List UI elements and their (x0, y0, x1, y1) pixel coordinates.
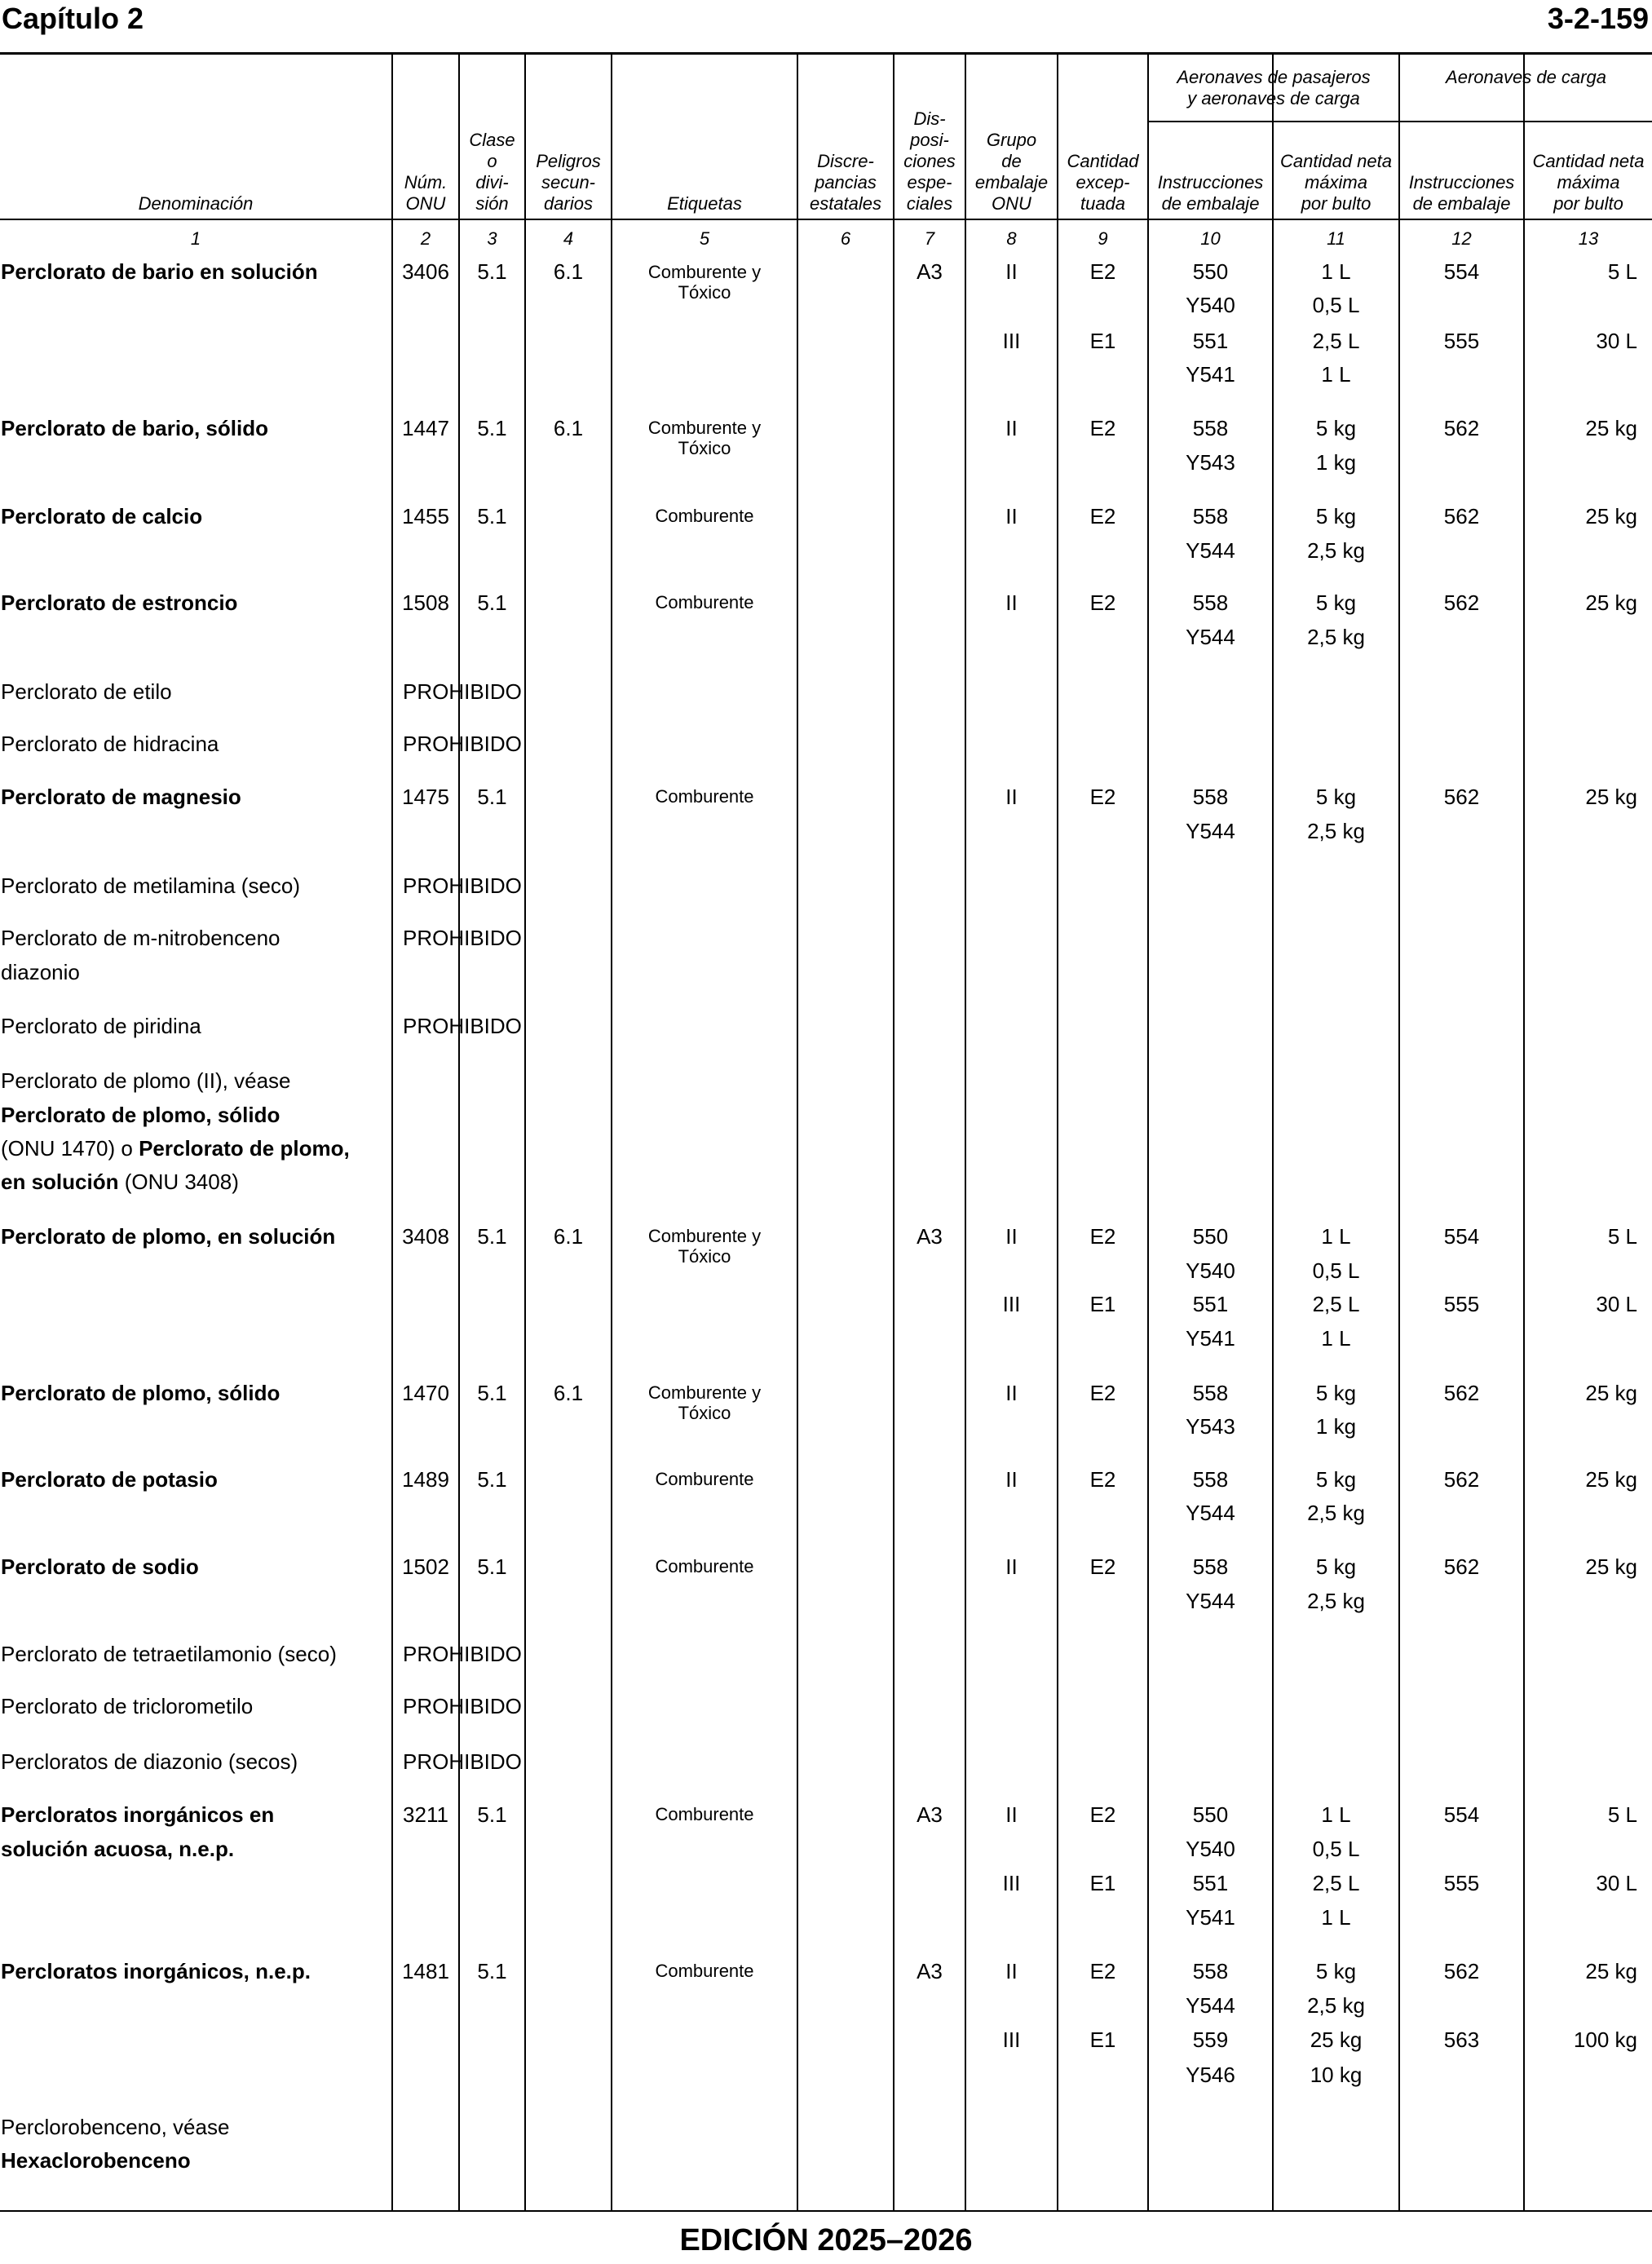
col-num-7: 7 (924, 228, 935, 249)
cargo-max-quantity: 5 L (1607, 259, 1637, 284)
excepted-quantity: E2 (1089, 590, 1116, 615)
excepted-quantity: E2 (1089, 259, 1116, 284)
cargo-packing-instruction: 554 (1443, 1224, 1480, 1249)
packing-instruction: 551 (1192, 1871, 1229, 1895)
cargo-max-quantity: 25 kg (1585, 1467, 1637, 1492)
reference-link-text: Hexaclorobenceno (1, 2148, 191, 2173)
max-net-quantity: 2,5 kg (1307, 538, 1365, 563)
max-net-quantity: 5 kg (1315, 416, 1357, 440)
excepted-quantity: E2 (1089, 1802, 1116, 1827)
entry-name: Perclorato de hidracina (1, 732, 219, 756)
max-net-quantity: 2,5 L (1312, 1292, 1360, 1316)
subsidiary-hazard: 6.1 (553, 1224, 584, 1249)
prohibited-status: PROHIBIDO (403, 679, 522, 704)
hazard-labels: Comburente (655, 1469, 754, 1489)
entry-name: Percloratos inorgánicos en (1, 1802, 275, 1827)
packing-group: III (1002, 1292, 1021, 1316)
col-num-12: 12 (1451, 228, 1472, 249)
max-net-quantity: 5 kg (1315, 1381, 1357, 1405)
packing-instruction: Y540 (1186, 1837, 1235, 1861)
entry-name: Perclorato de triclorometilo (1, 1694, 254, 1718)
max-net-quantity: 5 kg (1315, 1467, 1357, 1492)
max-net-quantity: 5 kg (1315, 785, 1357, 809)
packing-instruction: 558 (1192, 785, 1229, 809)
max-net-quantity: 2,5 kg (1307, 1589, 1365, 1613)
page-number: 3-2-159 (1547, 2, 1649, 35)
class-division: 5.1 (477, 1381, 507, 1405)
cargo-max-quantity: 30 L (1596, 329, 1637, 353)
col-num-1: 1 (190, 228, 201, 249)
packing-group: III (1002, 1871, 1021, 1895)
entry-name: Perclorato de calcio (1, 504, 203, 528)
special-provisions: A3 (917, 1802, 943, 1827)
un-number: 1508 (402, 590, 449, 615)
special-provisions: A3 (917, 1959, 943, 1983)
un-number: 1447 (402, 416, 449, 440)
special-provisions: A3 (917, 1224, 943, 1249)
packing-group: II (1005, 416, 1018, 440)
header-cantidad-carga: Cantidad neta máxima por bulto (1532, 151, 1645, 214)
header-etiquetas: Etiquetas (667, 193, 742, 214)
packing-instruction: Y546 (1186, 2063, 1235, 2087)
reference-text: Perclorobenceno, véase (1, 2115, 230, 2139)
excepted-quantity: E2 (1089, 1554, 1116, 1579)
entry-name: Perclorato de bario, sólido (1, 416, 268, 440)
packing-instruction: Y541 (1186, 1905, 1235, 1930)
packing-instruction: 550 (1192, 259, 1229, 284)
class-division: 5.1 (477, 590, 507, 615)
excepted-quantity: E1 (1089, 1292, 1116, 1316)
cargo-packing-instruction: 562 (1443, 1554, 1480, 1579)
entry-name-continued: diazonio (1, 960, 80, 984)
packing-instruction: Y544 (1186, 1501, 1235, 1525)
cargo-packing-instruction: 562 (1443, 1381, 1480, 1405)
header-clase: Clase o divi- sión (469, 130, 515, 214)
max-net-quantity: 10 kg (1310, 2063, 1363, 2087)
packing-instruction: 551 (1192, 329, 1229, 353)
packing-instruction: Y541 (1186, 1326, 1235, 1351)
prohibited-status: PROHIBIDO (403, 873, 522, 898)
packing-instruction: Y543 (1186, 1414, 1235, 1439)
col-num-8: 8 (1006, 228, 1017, 249)
header-cantidad-pax: Cantidad neta máxima por bulto (1280, 151, 1392, 214)
max-net-quantity: 5 kg (1315, 590, 1357, 615)
packing-group: III (1002, 329, 1021, 353)
cargo-max-quantity: 30 L (1596, 1871, 1637, 1895)
cargo-packing-instruction: 555 (1443, 1871, 1480, 1895)
hazard-labels: Comburente y Tóxico (647, 1226, 762, 1267)
max-net-quantity: 1 L (1321, 1802, 1351, 1827)
class-division: 5.1 (477, 259, 507, 284)
reference-text: Perclorato de plomo (II), véase (1, 1068, 291, 1093)
class-division: 5.1 (477, 1959, 507, 1983)
cargo-packing-instruction: 562 (1443, 1467, 1480, 1492)
hazard-labels: Comburente y Tóxico (647, 418, 762, 458)
max-net-quantity: 2,5 kg (1307, 819, 1365, 843)
subsidiary-hazard: 6.1 (553, 1381, 584, 1405)
col-num-6: 6 (840, 228, 851, 249)
header-instrucciones-carga: Instrucciones de embalaje (1408, 172, 1515, 214)
class-division: 5.1 (477, 1802, 507, 1827)
footer-rule (0, 2210, 1652, 2212)
max-net-quantity: 2,5 kg (1307, 625, 1365, 649)
hazard-labels: Comburente (655, 592, 754, 612)
cargo-max-quantity: 25 kg (1585, 785, 1637, 809)
class-division: 5.1 (477, 504, 507, 528)
reference-link-text: Perclorato de plomo, sólido (1, 1103, 280, 1127)
prohibited-status: PROHIBIDO (403, 1014, 522, 1038)
max-net-quantity: 2,5 L (1312, 1871, 1360, 1895)
max-net-quantity: 5 kg (1315, 1959, 1357, 1983)
class-division: 5.1 (477, 785, 507, 809)
excepted-quantity: E2 (1089, 416, 1116, 440)
hazard-labels: Comburente y Tóxico (647, 262, 762, 303)
max-net-quantity: 1 L (1321, 362, 1351, 387)
class-division: 5.1 (477, 1224, 507, 1249)
col-num-4: 4 (563, 228, 574, 249)
cargo-packing-instruction: 562 (1443, 590, 1480, 615)
entry-name-continued: solución acuosa, n.e.p. (1, 1837, 235, 1861)
excepted-quantity: E2 (1089, 1224, 1116, 1249)
packing-instruction: 550 (1192, 1224, 1229, 1249)
header-instrucciones-pax: Instrucciones de embalaje (1157, 172, 1264, 214)
header-group-pasajeros: Aeronaves de pasajeros y aeronaves de carga (1177, 67, 1371, 108)
hazard-labels: Comburente (655, 786, 754, 807)
prohibited-status: PROHIBIDO (403, 926, 522, 950)
max-net-quantity: 2,5 L (1312, 329, 1360, 353)
special-provisions: A3 (917, 259, 943, 284)
packing-instruction: 558 (1192, 590, 1229, 615)
excepted-quantity: E2 (1089, 785, 1116, 809)
packing-group: II (1005, 1467, 1018, 1492)
prohibited-status: PROHIBIDO (403, 1694, 522, 1718)
header-disposiciones: Dis- posi- ciones espe- ciales (903, 108, 956, 214)
excepted-quantity: E2 (1089, 1959, 1116, 1983)
chapter-title: Capítulo 2 (2, 2, 144, 35)
cargo-max-quantity: 25 kg (1585, 416, 1637, 440)
cargo-packing-instruction: 562 (1443, 785, 1480, 809)
packing-instruction: 558 (1192, 1959, 1229, 1983)
subsidiary-hazard: 6.1 (553, 259, 584, 284)
header-num-onu: Núm. ONU (404, 172, 448, 214)
cargo-packing-instruction: 554 (1443, 1802, 1480, 1827)
un-number: 3211 (403, 1802, 448, 1827)
entry-name: Perclorato de metilamina (seco) (1, 873, 301, 898)
packing-instruction: 558 (1192, 1467, 1229, 1492)
entry-name: Perclorato de plomo, en solución (1, 1224, 336, 1249)
max-net-quantity: 2,5 kg (1307, 1501, 1365, 1525)
cargo-packing-instruction: 562 (1443, 416, 1480, 440)
cargo-max-quantity: 25 kg (1585, 1554, 1637, 1579)
prohibited-status: PROHIBIDO (403, 1749, 522, 1774)
un-number: 1475 (402, 785, 449, 809)
entry-name: Perclorato de magnesio (1, 785, 241, 809)
un-number: 1489 (402, 1467, 449, 1492)
col-num-5: 5 (699, 228, 710, 249)
packing-instruction: Y544 (1186, 1993, 1235, 2018)
header-denominacion: Denominación (138, 193, 254, 214)
col-num-2: 2 (420, 228, 431, 249)
edition-footer: EDICIÓN 2025–2026 (679, 2223, 973, 2257)
packing-group: II (1005, 1381, 1018, 1405)
cargo-max-quantity: 5 L (1607, 1224, 1637, 1249)
entry-name: Perclorato de potasio (1, 1467, 218, 1492)
excepted-quantity: E1 (1089, 1871, 1116, 1895)
un-number: 3408 (402, 1224, 449, 1249)
packing-instruction: 558 (1192, 416, 1229, 440)
excepted-quantity: E1 (1089, 2027, 1116, 2052)
prohibited-status: PROHIBIDO (403, 732, 522, 756)
packing-group: II (1005, 504, 1018, 528)
col-num-9: 9 (1098, 228, 1108, 249)
packing-instruction: 559 (1192, 2027, 1229, 2052)
entry-name: Perclorato de sodio (1, 1554, 199, 1579)
cargo-max-quantity: 30 L (1596, 1292, 1637, 1316)
class-division: 5.1 (477, 416, 507, 440)
packing-instruction: Y544 (1186, 625, 1235, 649)
cargo-max-quantity: 25 kg (1585, 1959, 1637, 1983)
cargo-packing-instruction: 555 (1443, 1292, 1480, 1316)
header-grupo: Grupo de embalaje ONU (974, 130, 1049, 214)
packing-instruction: Y540 (1186, 1258, 1235, 1283)
cargo-packing-instruction: 563 (1443, 2027, 1480, 2052)
un-number: 1455 (402, 504, 449, 528)
packing-instruction: Y544 (1186, 819, 1235, 843)
max-net-quantity: 0,5 L (1312, 293, 1360, 317)
un-number: 1470 (402, 1381, 449, 1405)
entry-name: Perclorato de bario en solución (1, 259, 318, 284)
packing-instruction: Y543 (1186, 450, 1235, 475)
packing-group: II (1005, 1224, 1018, 1249)
max-net-quantity: 5 kg (1315, 504, 1357, 528)
excepted-quantity: E2 (1089, 1467, 1116, 1492)
max-net-quantity: 0,5 L (1312, 1837, 1360, 1861)
packing-instruction: 550 (1192, 1802, 1229, 1827)
entry-name: Perclorato de estroncio (1, 590, 238, 615)
class-division: 5.1 (477, 1467, 507, 1492)
header-peligros: Peligros secun- darios (536, 151, 601, 214)
cargo-packing-instruction: 554 (1443, 259, 1480, 284)
cargo-max-quantity: 25 kg (1585, 1381, 1637, 1405)
max-net-quantity: 1 kg (1315, 1414, 1357, 1439)
header-rule (0, 52, 1652, 55)
packing-instruction: Y544 (1186, 1589, 1235, 1613)
subsidiary-hazard: 6.1 (553, 416, 584, 440)
hazard-labels: Comburente (655, 1961, 754, 1981)
max-net-quantity: 1 L (1321, 259, 1351, 284)
reference-line: en solución (ONU 3408) (1, 1170, 239, 1194)
cargo-packing-instruction: 555 (1443, 329, 1480, 353)
packing-group: II (1005, 590, 1018, 615)
packing-instruction: Y541 (1186, 362, 1235, 387)
entry-name: Perclorato de plomo, sólido (1, 1381, 280, 1405)
entry-name: Perclorato de tetraetilamonio (seco) (1, 1642, 337, 1666)
entry-name: Perclorato de piridina (1, 1014, 201, 1038)
excepted-quantity: E2 (1089, 1381, 1116, 1405)
un-number: 3406 (402, 259, 449, 284)
cargo-max-quantity: 25 kg (1585, 590, 1637, 615)
cargo-max-quantity: 5 L (1607, 1802, 1637, 1827)
max-net-quantity: 2,5 kg (1307, 1993, 1365, 2018)
packing-instruction: 558 (1192, 1554, 1229, 1579)
max-net-quantity: 1 L (1321, 1905, 1351, 1930)
max-net-quantity: 1 L (1321, 1224, 1351, 1249)
hazard-labels: Comburente (655, 1804, 754, 1824)
packing-group: II (1005, 1959, 1018, 1983)
max-net-quantity: 5 kg (1315, 1554, 1357, 1579)
excepted-quantity: E2 (1089, 504, 1116, 528)
max-net-quantity: 0,5 L (1312, 1258, 1360, 1283)
class-division: 5.1 (477, 1554, 507, 1579)
hazard-labels: Comburente (655, 506, 754, 526)
entry-name: Percloratos inorgánicos, n.e.p. (1, 1959, 311, 1983)
packing-group: II (1005, 785, 1018, 809)
entry-name: Perclorato de etilo (1, 679, 172, 704)
cargo-max-quantity: 100 kg (1573, 2027, 1637, 2052)
cargo-packing-instruction: 562 (1443, 1959, 1480, 1983)
col-num-3: 3 (487, 228, 497, 249)
max-net-quantity: 1 L (1321, 1326, 1351, 1351)
header-cantidad-exceptuada: Cantidad excep- tuada (1067, 151, 1139, 214)
cargo-max-quantity: 25 kg (1585, 504, 1637, 528)
un-number: 1502 (402, 1554, 449, 1579)
excepted-quantity: E1 (1089, 329, 1116, 353)
packing-group: II (1005, 1554, 1018, 1579)
packing-instruction: Y540 (1186, 293, 1235, 317)
header-group-carga: Aeronaves de carga (1446, 67, 1606, 87)
col-num-10: 10 (1200, 228, 1221, 249)
max-net-quantity: 1 kg (1315, 450, 1357, 475)
cargo-packing-instruction: 562 (1443, 504, 1480, 528)
entry-name: Percloratos de diazonio (secos) (1, 1749, 298, 1774)
packing-group: II (1005, 259, 1018, 284)
hazard-labels: Comburente (655, 1556, 754, 1576)
packing-group: II (1005, 1802, 1018, 1827)
col-num-13: 13 (1578, 228, 1599, 249)
entry-name: Perclorato de m-nitrobenceno (1, 926, 280, 950)
packing-instruction: Y544 (1186, 538, 1235, 563)
packing-instruction: 558 (1192, 1381, 1229, 1405)
packing-instruction: 558 (1192, 504, 1229, 528)
prohibited-status: PROHIBIDO (403, 1642, 522, 1666)
max-net-quantity: 25 kg (1310, 2027, 1363, 2052)
packing-group: III (1002, 2027, 1021, 2052)
reference-line: (ONU 1470) o Perclorato de plomo, (1, 1136, 350, 1161)
packing-instruction: 551 (1192, 1292, 1229, 1316)
col-num-11: 11 (1327, 228, 1345, 249)
un-number: 1481 (402, 1959, 449, 1983)
hazard-labels: Comburente y Tóxico (647, 1382, 762, 1423)
header-discrepancias: Discre- pancias estatales (809, 151, 882, 214)
